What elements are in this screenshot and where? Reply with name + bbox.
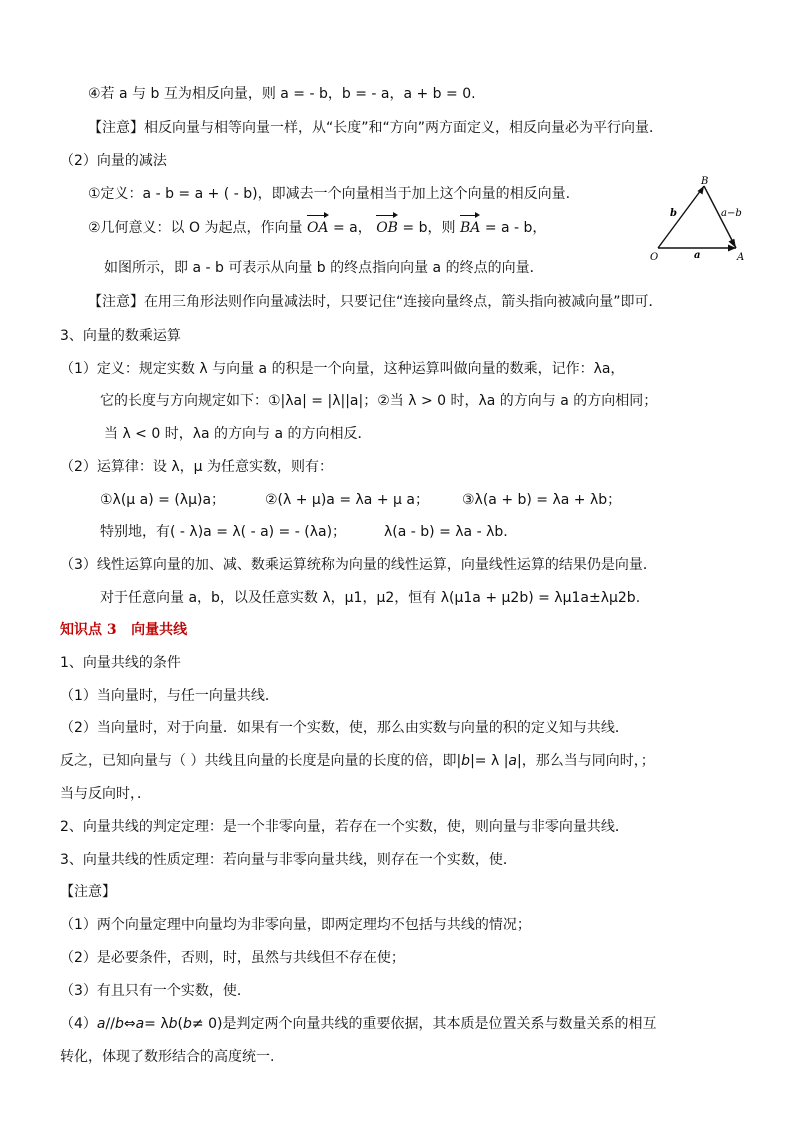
geometric-meaning-line <box>88 218 546 238</box>
vector-b: b <box>461 753 471 769</box>
label-a-minus-b: a−b <box>721 208 742 219</box>
text-fragment: = λ <box>144 1016 169 1032</box>
note-heading: 【注意】 <box>60 884 116 900</box>
text-fragment: |= λ | <box>470 753 509 769</box>
edge-ob <box>658 186 704 248</box>
text-fragment: ≠ 0) <box>191 1016 223 1032</box>
text-fragment: ( <box>177 1016 183 1032</box>
text-line: 如图所示，即 a - b 可表示从向量 b 的终点指向向量 a 的终点的向量． <box>104 260 544 276</box>
text-line: 当与反向时，． <box>60 786 151 802</box>
special-case-1: 特别地，有( - λ)a = λ( - a) = - (λa)； <box>100 524 347 540</box>
rule-2: ②(λ + μ)a = λa + μ a； <box>265 492 429 508</box>
label-b-vector: b <box>670 208 677 219</box>
text-line <box>60 1014 656 1034</box>
vector-oa: OA <box>306 220 329 236</box>
rule-1: ①λ(μ a) = (λμ)a； <box>100 492 226 508</box>
text-line <box>60 751 655 771</box>
rule-3: ③λ(a + b) = λa + λb； <box>462 492 622 508</box>
text-line: （3）有且只有一个实数，使． <box>60 983 251 999</box>
text-line: （1）当向量时，与任一向量共线． <box>60 688 279 704</box>
section-heading: （2）向量的减法 <box>60 153 167 169</box>
vector-ob: OB <box>376 220 398 236</box>
section-heading: 3、向量的数乘运算 <box>60 328 181 344</box>
vector-a: a <box>135 1016 145 1032</box>
section-heading: 1、向量共线的条件 <box>60 655 181 671</box>
vector-a: a <box>508 753 518 769</box>
text-line: （2）是必要条件，否则，时，虽然与共线但不存在使； <box>60 950 405 966</box>
text-line: 转化，体现了数形结合的高度统一. <box>60 1049 275 1065</box>
text-line: 当 λ < 0 时，λa 的方向与 a 的方向相反． <box>104 426 372 442</box>
text-line: （2）运算律：设 λ，μ 为任意实数，则有： <box>60 459 333 475</box>
text-line: 2、向量共线的判定定理：是一个非零向量，若存在一个实数，使，则向量与非零向量共线． <box>60 819 629 835</box>
note-line: 【注意】相反向量与相等向量一样，从“长度”和“方向”两方面定义，相反向量必为平行向量． <box>88 120 664 136</box>
text-fragment: （4） <box>60 1016 97 1032</box>
text-line: ④若 a 与 b 互为相反向量，则 a = - b，b = - a，a + b = 0. <box>88 86 476 102</box>
knowledge-point-title: 向量共线 <box>131 622 188 638</box>
text-line: （3）线性运算向量的加、减、数乘运算统称为向量的线性运算，向量线性运算的结果仍是向量． <box>60 557 657 573</box>
text-fragment: 反之，已知向量与（ ）共线且向量的长度是向量的长度的倍，即| <box>60 753 462 769</box>
label-a-vector: a <box>694 250 701 261</box>
text-fragment: ②几何意义：以 O 为起点，作向量 <box>88 220 303 236</box>
vector-ba: BA <box>459 220 481 236</box>
text-fragment: // <box>105 1016 115 1032</box>
text-fragment: 是判定两个向量共线的重要依据，其本质是位置关系与数量关系的相互 <box>222 1016 657 1032</box>
text-fragment: = a - b， <box>484 220 547 236</box>
label-b-point: B <box>701 176 709 187</box>
note-line: 【注意】在用三角形法则作向量减法时，只要记住“连接向量终点，箭头指向被减向量”即可． <box>88 294 663 310</box>
vector-b: b <box>183 1016 192 1032</box>
text-fragment: |，那么当与同向时，； <box>517 753 655 769</box>
text-fragment: ⇔ <box>123 1016 136 1032</box>
text-line: （1）定义：规定实数 λ 与向量 a 的积是一个向量，这种运算叫做向量的数乘，记作：λa， <box>60 361 625 377</box>
vector-b: b <box>114 1016 124 1032</box>
text-line: （1）两个向量定理中向量均为非零向量，即两定理均不包括与共线的情况； <box>60 917 531 933</box>
text-line: ①定义：a - b = a + ( - b)，即减去一个向量相当于加上这个向量的相反向量. <box>88 186 571 202</box>
knowledge-point-label: 知识点 3 <box>60 622 117 638</box>
vector-subtraction-figure <box>648 172 748 264</box>
text-line: 3、向量共线的性质定理：若向量与非零向量共线，则存在一个实数，使． <box>60 852 517 868</box>
label-o: O <box>650 252 659 263</box>
label-a-point: A <box>737 252 745 263</box>
text-line: 对于任意向量 a，b，以及任意实数 λ，μ1，μ2，恒有 λ(μ1a + μ2b) = λμ1a±λμ2b. <box>100 590 641 606</box>
text-fragment: = b，则 <box>402 220 456 236</box>
text-line: 它的长度与方向规定如下：①|λa| = |λ||a|；②当 λ > 0 时，λa 的方向与 a 的方向相同； <box>100 393 658 409</box>
text-line: （2）当向量时，对于向量．如果有一个实数，使，那么由实数与向量的积的定义知与共线． <box>60 720 629 736</box>
vector-a: a <box>96 1016 106 1032</box>
special-case-2: λ(a - b) = λa - λb. <box>384 524 508 540</box>
knowledge-point-heading <box>60 620 187 640</box>
text-fragment: = a， <box>332 220 372 236</box>
vector-b: b <box>168 1016 178 1032</box>
